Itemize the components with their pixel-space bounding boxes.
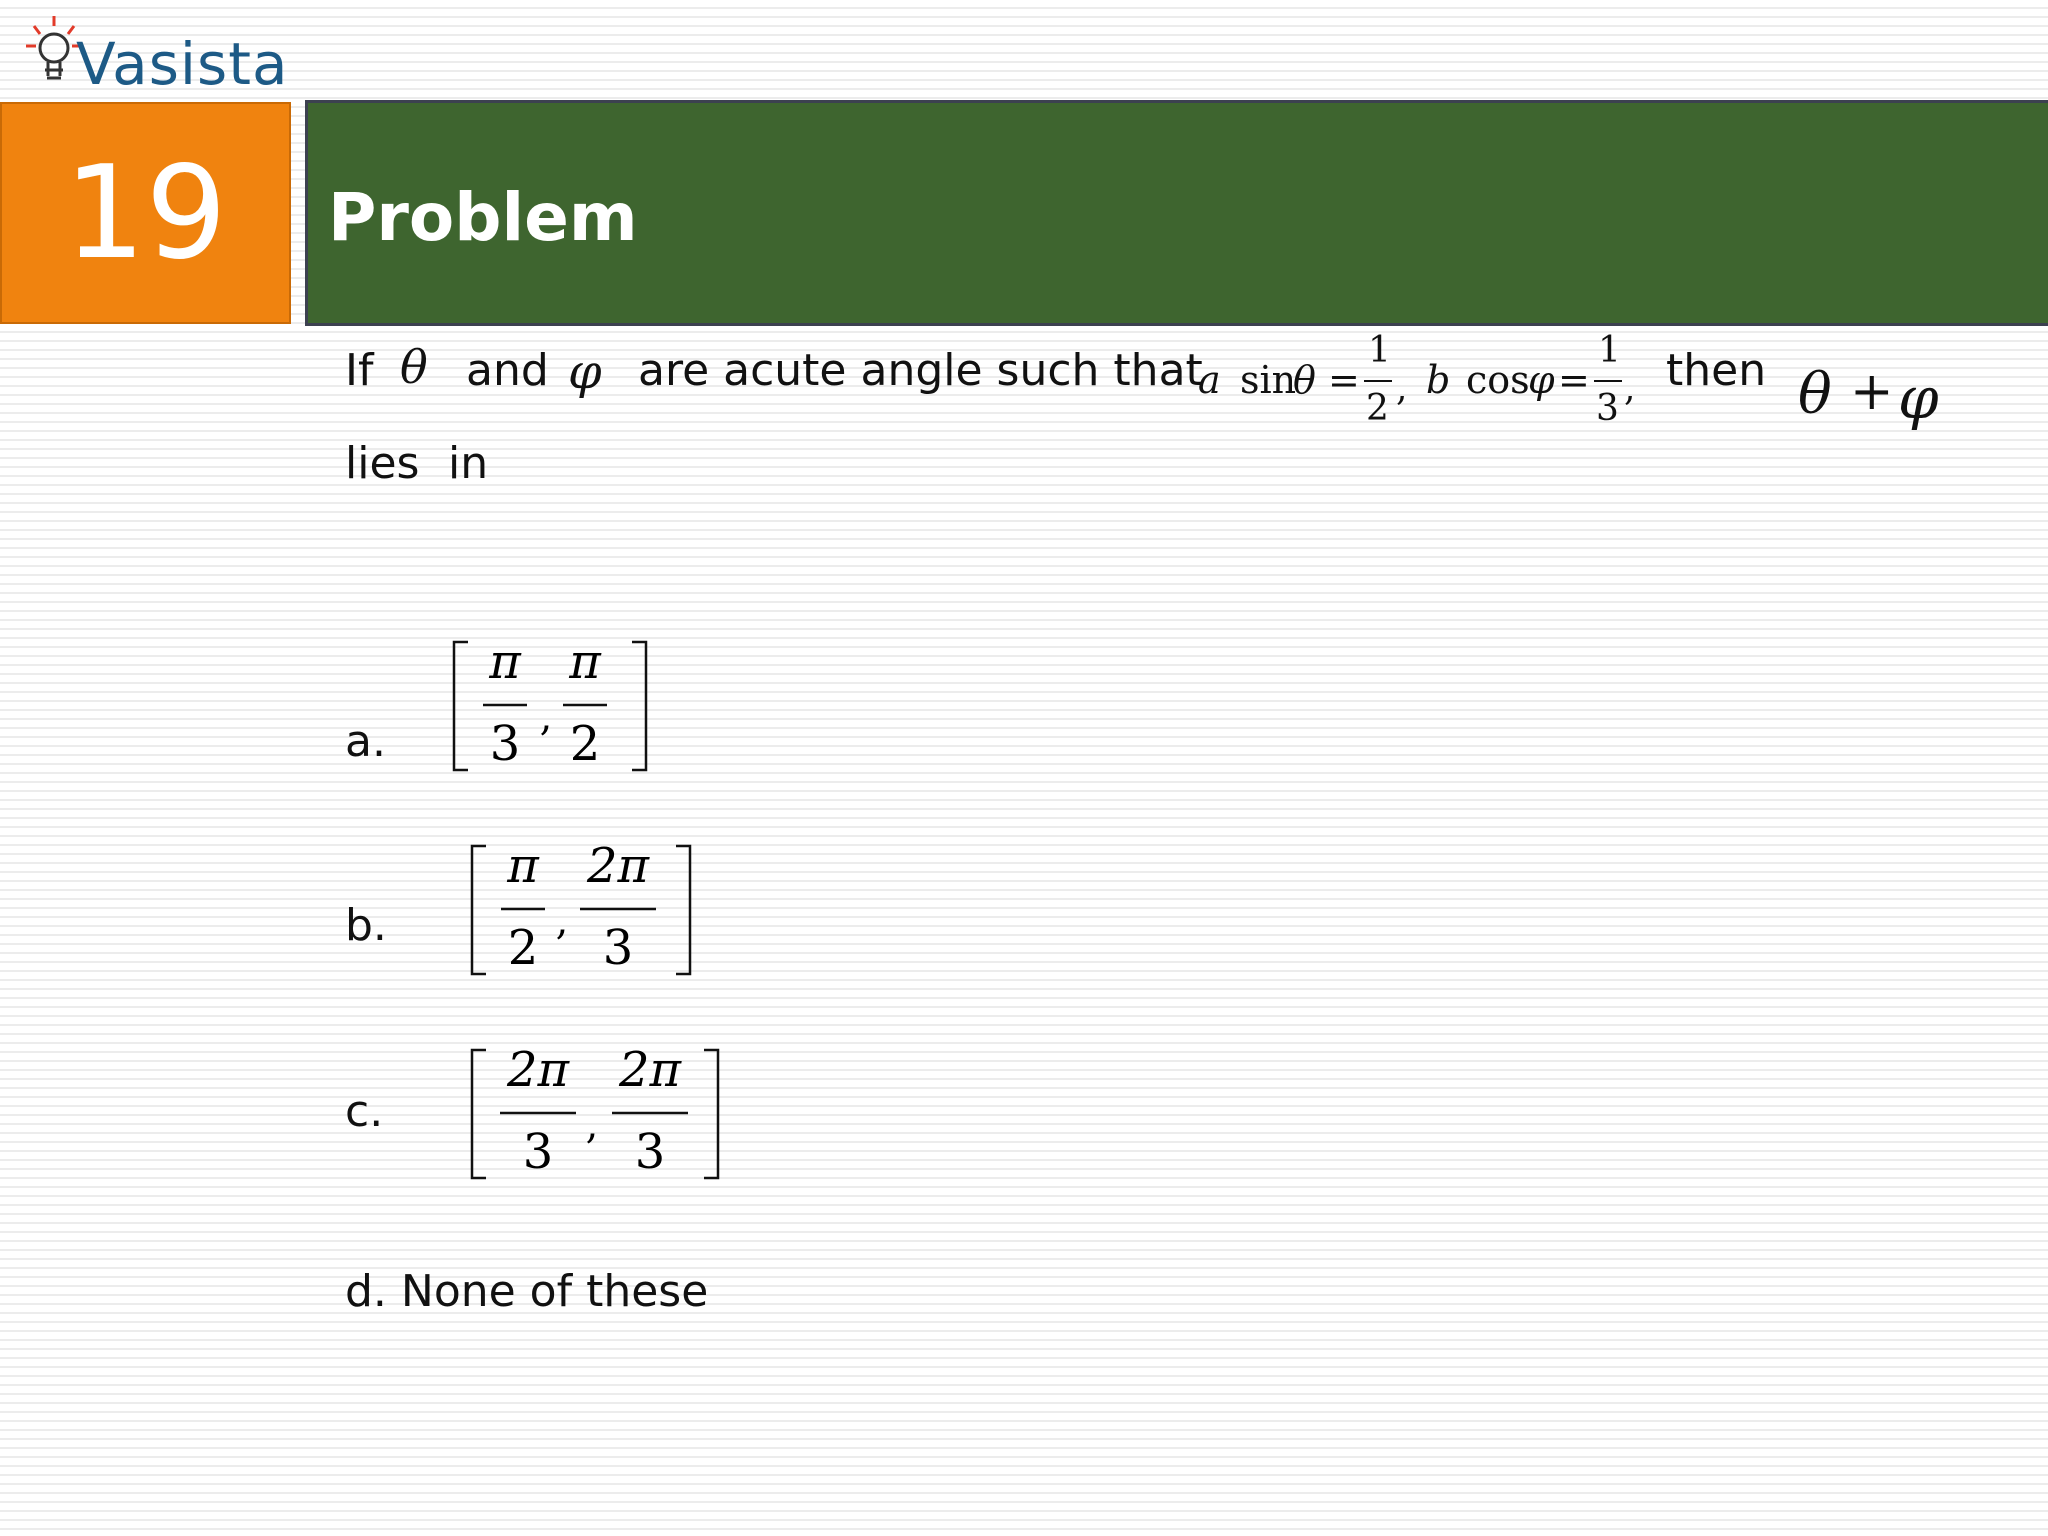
option-c-numerator-2: 2π <box>618 1046 682 1098</box>
option-c-numerator-1: 2π <box>506 1046 570 1098</box>
question-in: in <box>448 438 489 489</box>
cond-a: a <box>1198 358 1221 402</box>
sum-theta: θ <box>1798 362 1832 427</box>
cond-comma-1: , <box>1396 368 1408 409</box>
cond-denominator-1: 2 <box>1366 388 1389 429</box>
option-a-interval[interactable] <box>450 638 650 774</box>
theta-symbol: θ <box>400 340 428 394</box>
question-if: If <box>345 345 374 396</box>
cond-equals-2: = <box>1558 358 1590 402</box>
question-then: then <box>1666 345 1767 396</box>
option-a-denominator-1: 3 <box>489 716 521 772</box>
cond-sin: sin <box>1240 358 1297 402</box>
cond-theta: θ <box>1293 358 1316 402</box>
option-b-denominator-2: 3 <box>602 920 634 976</box>
cond-b: b <box>1426 358 1451 402</box>
option-a-comma: , <box>539 694 553 740</box>
question-acute: are acute angle such that <box>638 345 1203 396</box>
option-a-denominator-2: 2 <box>569 716 601 772</box>
slide-number: 19 <box>64 138 227 288</box>
option-a-label[interactable]: a. <box>345 716 386 767</box>
slide-number-box <box>0 102 291 324</box>
option-b-comma: , <box>555 898 569 944</box>
option-c-denominator-1: 3 <box>522 1124 554 1180</box>
option-c-denominator-2: 3 <box>634 1124 666 1180</box>
cond-phi: φ <box>1528 358 1555 402</box>
cond-comma-2: , <box>1624 368 1636 409</box>
sum-plus: + <box>1850 362 1894 422</box>
option-b-denominator-1: 2 <box>507 920 539 976</box>
sum-phi: φ <box>1898 364 1939 432</box>
option-a-numerator-2: π <box>569 638 601 690</box>
option-b-label[interactable]: b. <box>345 900 387 951</box>
fraction-bar <box>1594 380 1622 382</box>
logo-text: Vasista <box>76 30 289 98</box>
phi-symbol: φ <box>568 344 602 400</box>
option-b-numerator-1: π <box>507 842 539 894</box>
question-and: and <box>466 345 549 396</box>
vasista-logo <box>20 4 289 100</box>
option-b-interval[interactable] <box>468 842 694 978</box>
question-lies: lies <box>345 438 420 489</box>
option-b-numerator-2: 2π <box>586 842 650 894</box>
cond-denominator-2: 3 <box>1596 388 1619 429</box>
option-c-label[interactable]: c. <box>345 1086 384 1137</box>
option-c-comma: , <box>585 1102 599 1148</box>
option-c-interval[interactable] <box>468 1046 722 1182</box>
fraction-bar <box>1364 380 1392 382</box>
option-a-numerator-1: π <box>489 638 521 690</box>
cond-numerator-1: 1 <box>1368 330 1391 371</box>
title-bar <box>305 100 2048 326</box>
cond-cos: cos <box>1466 358 1530 402</box>
cond-numerator-2: 1 <box>1598 330 1621 371</box>
cond-equals-1: = <box>1328 358 1360 402</box>
option-d-label[interactable]: d. None of these <box>345 1266 709 1317</box>
slide-title: Problem <box>328 179 638 256</box>
